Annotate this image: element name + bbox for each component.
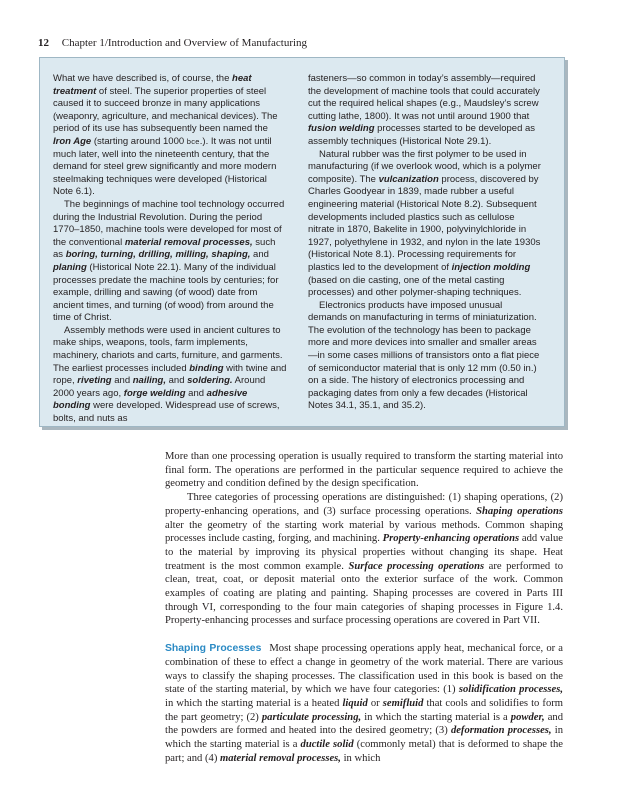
section-heading: Shaping Processes [165,643,262,655]
key-term: powder, [510,711,545,723]
text-run: (commonly metal) that is deformed to shape the part; and (4) [165,739,563,764]
historical-sidebar-box [39,57,565,427]
text-run: and the powders are formed and heated into the desired geometry; (3) [165,711,563,737]
key-term: boring, turning, drilling, milling, shaping, [65,249,251,261]
text-run: process, discovered by Charles Goodyear in 1839, made rubber a useful engineering material (Historical Note 8.2). Subsequent developments included plastics such as cellulose nitrate in 1870, Bakelite in 1900, polyvinylchloride in 1927, polyethylene in 1932, and nylon in the late 1930s (Historical Note 8.1). Processing requirements for plastics led to the development of [308,173,541,273]
key-term: semifluid [382,697,424,709]
text-run: Most shape processing operations apply heat, mechanical force, or a combination of these to effect a change in geometry of the work material. There are various ways to classify the shaping processes. The classification used in this book is based on the state of the starting material, by which we have four categories: (1) [165,643,563,696]
small-caps-text: bce [186,136,200,146]
key-term: solidification processes, [458,684,563,696]
text-run: were developed. Widespread use of screws, bolts, and nuts as [53,400,280,425]
text-run: add value to the material by improving its physical properties without changing its shape. Heat treatment is the most common example. [165,533,563,572]
text-run: Three categories of processing operations are distinguished: (1) shaping operations, (2) property-enhancing operations, and (3) surface processing operations. [165,492,563,517]
section-body [165,643,563,764]
key-term: vulcanization [378,173,439,185]
key-term: deformation processes, [450,725,552,737]
key-term: material removal processes, [220,752,341,764]
text-run: and [250,249,269,261]
text-run: (Historical Note 22.1). Many of the individual processes predate the machine tools by centuries; for example, drilling and sawing (of wood) date from ancient times, and turning (of wood) from around the time of Christ. [53,261,279,324]
key-term: Iron Age [53,135,92,147]
sidebar-column-right [308,73,542,413]
body-paragraph [165,450,563,491]
key-term: planing [53,261,87,273]
text-run: (based on die casting, one of the metal casting processes) and other polymer-shaping techniques. [308,274,522,299]
text-run: Assembly methods were used in ancient cultures to make ships, weapons, tools, farm implements, machinery, chariots and carts, furniture, and garments. The earliest processes included [53,324,283,374]
key-term: liquid [342,697,368,709]
key-term: Property-enhancing operations [382,533,520,545]
key-term: binding [189,362,224,374]
key-term: soldering. [187,375,233,387]
key-term: nailing, [132,375,166,387]
key-term: fusion welding [308,123,375,135]
sidebar-column-left [53,73,287,426]
text-run: or [367,697,383,709]
key-term: particulate processing, [261,711,362,723]
key-term: heat treatment [53,73,252,97]
text-run: (starting around 1000 [91,135,187,147]
key-term: riveting [77,375,112,387]
text-run: The beginnings of machine tool technology occurred during the Industrial Revolution. During the period 1770–1850, machine tools were developed for most of the conventional [53,198,285,248]
text-run: in which the starting material is a [165,725,563,751]
key-term: forge welding [123,387,186,399]
running-header [38,36,598,50]
text-run: with twine and rope, [53,362,287,387]
text-run: Natural rubber was the first polymer to be used in manufacturing (if we overlook wood, which is a polymer composite). The [308,148,541,185]
key-term: Shaping operations [476,505,563,517]
text-run: What we have described is, of course, the [53,73,233,84]
section-shaping-processes [165,642,563,765]
text-run: and [111,375,133,387]
text-run: Around 2000 years ago, [53,375,266,399]
text-run: of steel. The superior properties of steel caused it to succeed bronze in many applications (weaponry, agriculture, and mechanical devices). The period of its use has subsequently been named the [53,85,278,135]
text-run: in which the starting material is a [361,711,511,723]
page-number: 12 [38,37,49,49]
key-term: injection molding [451,261,531,273]
text-run: such as [53,236,276,261]
key-term: Surface processing operations [348,560,485,572]
text-run: processes started to be developed as assembly techniques (Historical Note 29.1). [308,123,536,147]
key-term: adhesive bonding [53,387,248,412]
text-run: that cools and solidifies to form the part geometry; (2) [165,697,564,723]
text-run: alter the geometry of the starting work material by various methods. Common shaping processes include casting, forging, and machining. [165,519,563,545]
text-run: in which [340,752,381,764]
key-term: ductile solid [300,739,354,751]
text-run: Electronics products have imposed unusual demands on manufacturing in terms of miniaturization. The evolution of the technology has been to package more and more devices into smaller and smaller areas—in some cases millions of transistors onto a flat piece of semiconductor material that is only 12 mm (0.50 in.) on a side. The history of electronics processing and packaging dates from only a few decades (Historical Notes 34.1, 35.1, and 35.2). [308,299,540,412]
running-title: Chapter 1/Introduction and Overview of Manufacturing [61,37,308,49]
text-run: fasteners—so common in today’s assembly—required the development of machine tools that could accurately cut the required helical shapes (e.g., Maudsley’s screw cutting lathe, 1800). It was not until around 1900 that [308,73,540,122]
text-run: and [166,375,188,387]
key-term: material removal processes, [124,236,253,248]
text-run: More than one processing operation is usually required to transform the starting material into final form. The operations are performed in the particular sequence required to achieve the geometry and condition defined by the design specification. [165,451,563,490]
text-run: and [185,387,207,399]
text-run: in which the starting material is a heated [165,697,343,709]
main-text [165,450,563,765]
text-run: are performed to clean, treat, coat, or deposit material onto the exterior surface of the work. Common examples of coating are plating and painting. Shaping processes are covered in Parts III through VI, corresponding to the four main categories of shaping processes in Figure 1.4. Property-enhancing processes and surface processing operations are covered in Part VII. [165,560,563,627]
text-run: .). It was not until much later, well into the nineteenth century, that the demand for steel grew significantly and more modern steelmaking techniques were developed (Historical Note 6.1). [53,135,277,198]
body-paragraph [165,491,563,628]
